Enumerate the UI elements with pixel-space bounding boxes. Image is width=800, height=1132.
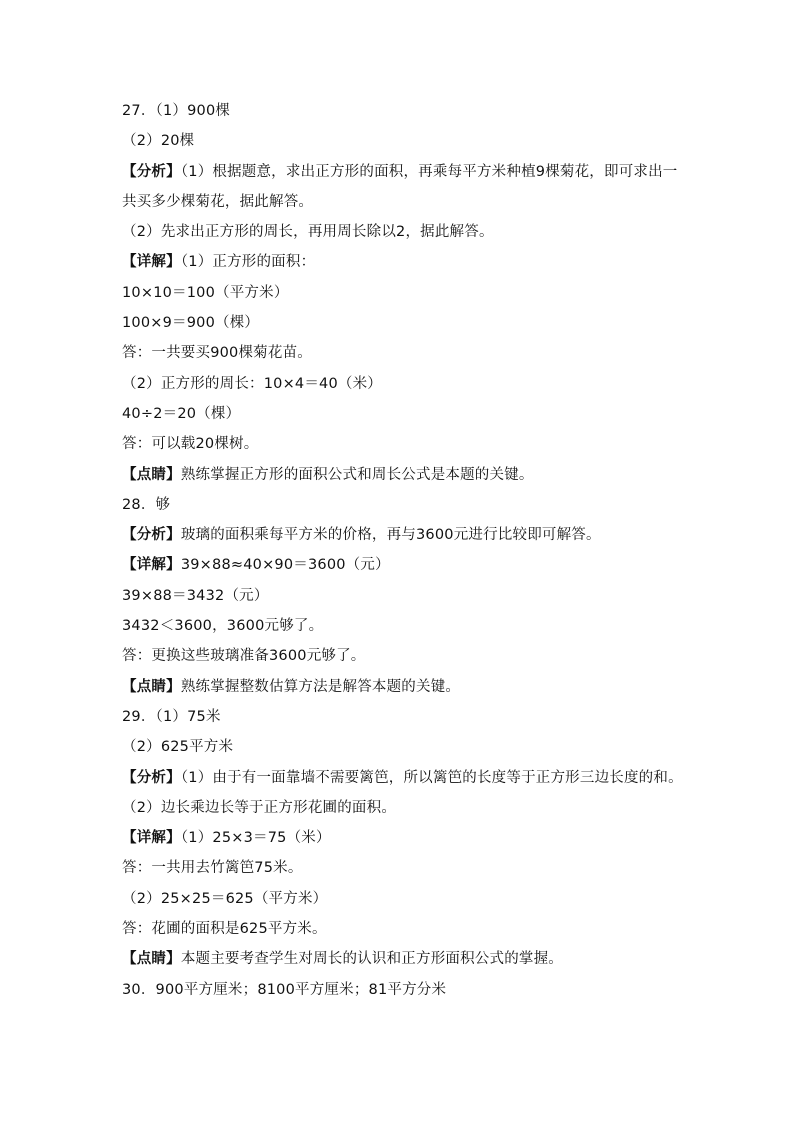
detail-text: （1）25×3＝75（米） <box>180 830 331 847</box>
analysis-tag: 【分析】 <box>122 163 181 180</box>
comment-tag: 【点睛】 <box>122 678 181 695</box>
analysis-28 <box>122 520 692 550</box>
answer-28: 28．够 <box>122 496 171 513</box>
answer-line: 答：花圃的面积是625平方米。 <box>122 921 327 938</box>
detail-text: 39×88≈40×90＝3600（元） <box>180 557 390 574</box>
comment-29 <box>122 944 692 974</box>
answer-27-part2: （2）20棵 <box>122 133 195 150</box>
comment-tag: 【点睛】 <box>122 466 181 483</box>
detail-tag: 【详解】 <box>122 557 181 574</box>
answer-line: 答：更换这些玻璃准备3600元够了。 <box>122 648 366 665</box>
calc-line: 10×10＝100（平方米） <box>122 284 289 301</box>
calc-line: 3432＜3600，3600元够了。 <box>122 618 324 635</box>
analysis-tag: 【分析】 <box>122 769 181 786</box>
answer-line: 答：一共用去竹篱笆75米。 <box>122 860 303 877</box>
detail-29 <box>122 823 692 853</box>
detail-tag: 【详解】 <box>122 830 181 847</box>
calc-line: 39×88＝3432（元） <box>122 587 269 604</box>
comment-27 <box>122 460 692 490</box>
answer-content <box>122 96 692 1005</box>
answer-27-part1: 27．（1）900棵 <box>122 103 231 119</box>
calc-line: （2）正方形的周长：10×4＝40（米） <box>122 375 383 392</box>
answer-29-part2: （2）625平方米 <box>122 739 234 756</box>
comment-28 <box>122 672 692 702</box>
answer-line: 答：一共要买900棵菊花苗。 <box>122 345 312 362</box>
answer-line: 答：可以载20棵树。 <box>122 436 259 453</box>
calc-line: （2）25×25＝625（平方米） <box>122 890 328 907</box>
calc-line: 100×9＝900（棵） <box>122 315 260 332</box>
detail-tag: 【详解】 <box>122 254 181 271</box>
analysis-27-part1 <box>122 157 692 218</box>
analysis-text: （1）根据题意，求出正方形的面积，再乘每平方米种植9棵菊花，即可求出一共买多少棵菊花，据此解答。 <box>122 163 678 210</box>
analysis-text: 玻璃的面积乘每平方米的价格，再与3600元进行比较即可解答。 <box>180 527 601 544</box>
calc-line: 40÷2＝20（棵） <box>122 405 241 422</box>
analysis-29-part1 <box>122 763 692 793</box>
analysis-27-part2: （2）先求出正方形的周长，再用周长除以2，据此解答。 <box>122 224 494 241</box>
answer-30: 30．900平方厘米；8100平方厘米；81平方分米 <box>122 981 447 998</box>
analysis-text: （1）由于有一面靠墙不需要篱笆，所以篱笆的长度等于正方形三边长度的和。 <box>180 769 683 786</box>
comment-text: 本题主要考查学生对周长的认识和正方形面积公式的掌握。 <box>180 951 564 968</box>
answer-29-part1: 29．（1）75米 <box>122 708 221 725</box>
comment-text: 熟练掌握整数估算方法是解答本题的关键。 <box>180 678 461 695</box>
analysis-29-part2: （2）边长乘边长等于正方形花圃的面积。 <box>122 799 397 816</box>
detail-text: （1）正方形的面积： <box>180 254 316 271</box>
comment-tag: 【点睛】 <box>122 951 181 968</box>
detail-27-header <box>122 247 692 277</box>
comment-text: 熟练掌握正方形的面积公式和周长公式是本题的关键。 <box>180 466 534 483</box>
analysis-tag: 【分析】 <box>122 527 181 544</box>
detail-28 <box>122 550 692 580</box>
